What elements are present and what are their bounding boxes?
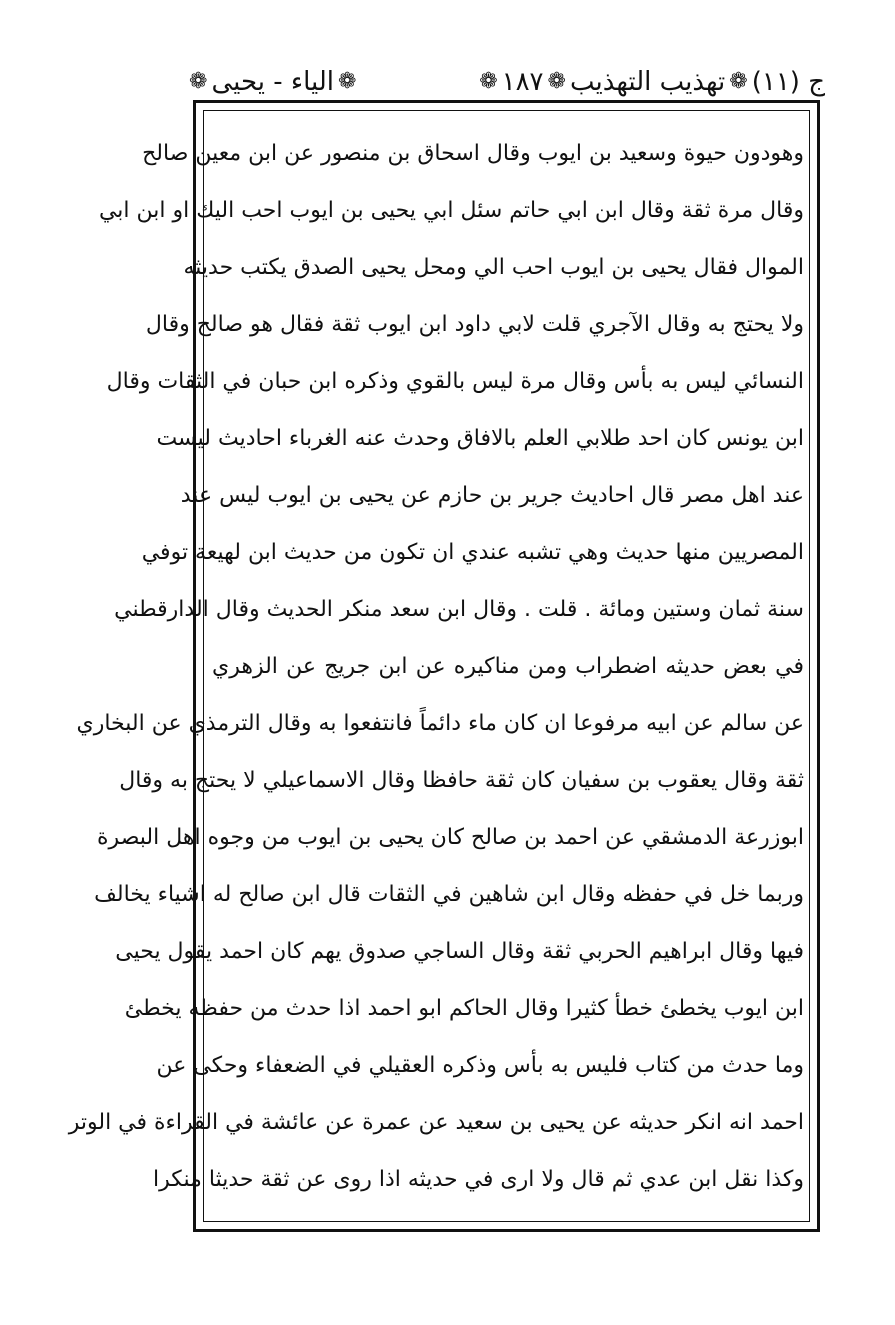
text-line: سنة ثمان وستين ومائة . قلت . وقال ابن سعد منكر الحديث وقال الدارقطني [114,597,804,622]
text-line: وما حدث من كتاب فليس به بأس وذكره العقيلي في الضعفاء وحكى عن [156,1053,804,1078]
text-line: ثقة وقال يعقوب بن سفيان كان ثقة حافظا وقال الاسماعيلي لا يحتج به وقال [119,768,804,793]
text-line: النسائي ليس به بأس وقال مرة ليس بالقوي وذكره ابن حبان في الثقات وقال [106,369,804,394]
text-line: المصريين منها حديث وهي تشبه عندي ان تكون من حديث ابن لهيعة توفي [141,540,804,565]
text-line: وكذا نقل ابن عدي ثم قال ولا ارى في حديثه اذا روى عن ثقة حديثا منكرا [153,1167,804,1192]
page-header [185,62,825,102]
text-line: ابن يونس كان احد طلابي العلم بالافاق وحدث عنه الغرباء احاديث ليست [156,426,804,451]
text-line: فيها وقال ابراهيم الحربي ثقة وقال الساجي صدوق يهم كان احمد يقول يحيى [115,939,804,964]
text-line: عن سالم عن ابيه مرفوعا ان كان ماء دائماً فانتفعوا به وقال الترمذي عن البخاري [76,711,804,736]
text-line: الموال فقال يحيى بن ايوب احب الي ومحل يحيى الصدق يكتب حديثه [183,255,804,280]
header-left-group [185,67,360,97]
ornament-icon: ❁ [189,69,208,94]
ornament-icon: ❁ [729,69,748,94]
text-line: وربما خل في حفظه وقال ابن شاهين في الثقات قال ابن صالح له اشياء يخالف [94,882,804,907]
header-right-group [475,67,825,97]
page-number: ١٨٧ [501,67,544,97]
ornament-icon: ❁ [479,69,498,94]
text-line: احمد انه انكر حديثه عن يحيى بن سعيد عن عمرة عن عائشة في القراءة في الوتر [68,1110,804,1135]
book-title: تهذيب التهذيب [569,67,726,97]
text-line: وهودون حيوة وسعيد بن ايوب وقال اسحاق بن منصور عن ابن معين صالح [142,141,804,166]
text-line: ابن ايوب يخطئ خطأ كثيرا وقال الحاكم ابو احمد اذا حدث من حفظه يخطئ [124,996,804,1021]
section-title: الياء - يحيى [211,67,335,97]
main-text [68,125,804,1208]
text-line: ولا يحتج به وقال الآجري قلت لابي داود ابن ايوب ثقة فقال هو صالح وقال [145,312,804,337]
text-line: عند اهل مصر قال احاديث جرير بن حازم عن يحيى بن ايوب ليس عند [180,483,804,508]
text-line: ابوزرعة الدمشقي عن احمد بن صالح كان يحيى بن ايوب من وجوه اهل البصرة [97,825,804,850]
volume-number: ج (١١) [751,67,825,97]
text-line: وقال مرة ثقة وقال ابن ابي حاتم سئل ابي يحيى بن ايوب احب اليك او ابن ابي [98,198,804,223]
text-line: في بعض حديثه اضطراب ومن مناكيره عن ابن جريج عن الزهري [212,654,804,679]
ornament-icon: ❁ [338,69,357,94]
ornament-icon: ❁ [547,69,566,94]
